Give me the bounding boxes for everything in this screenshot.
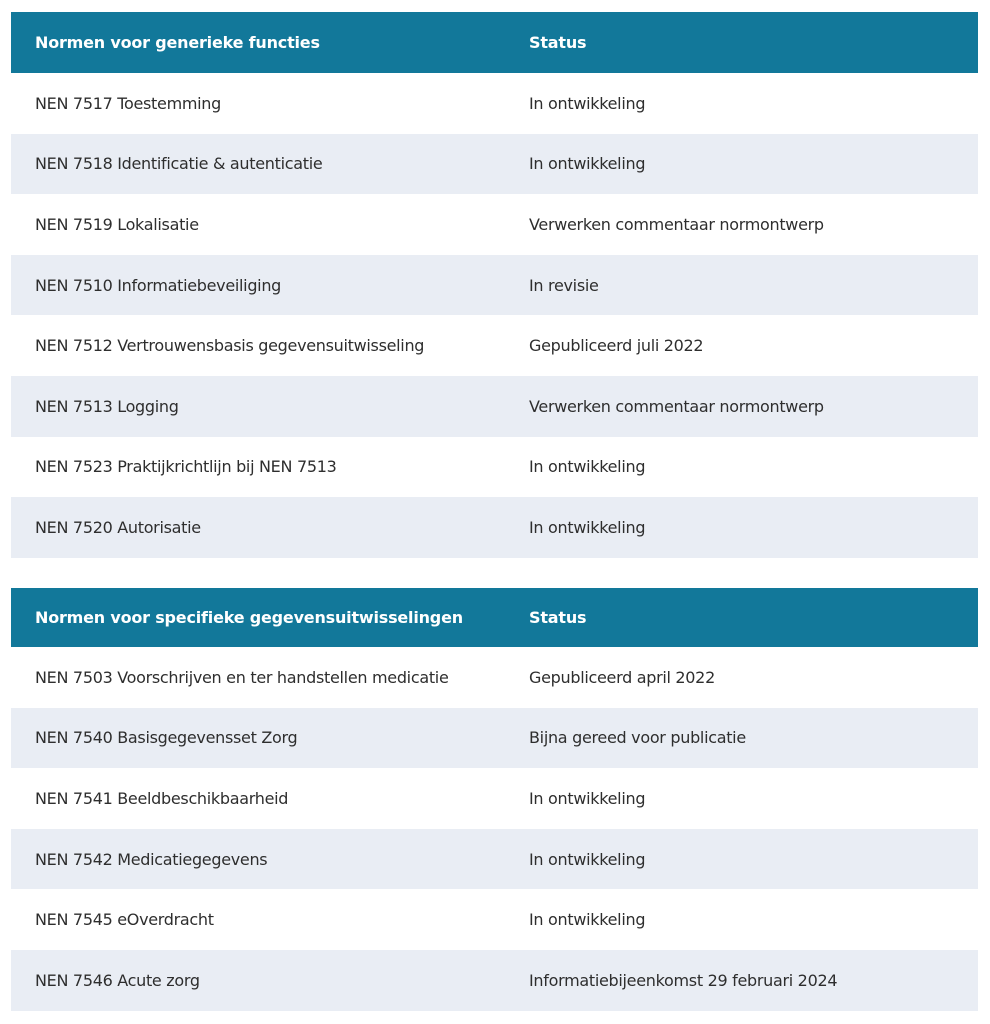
table-row [11,829,978,890]
table-body [11,73,978,558]
status-cell: Bijna gereed voor publicatie [529,728,746,748]
table-row [11,647,978,708]
norm-cell: NEN 7546 Acute zorg [35,970,200,990]
specific-exchanges-table [11,588,978,1011]
table-row [11,73,978,134]
generic-functions-table [11,12,978,558]
table-row [11,708,978,769]
status-cell: In ontwikkeling [529,93,646,113]
status-cell: In ontwikkeling [529,910,646,930]
status-cell: In ontwikkeling [529,457,646,477]
norm-cell: NEN 7523 Praktijkrichtlijn bij NEN 7513 [35,457,337,477]
status-cell: Verwerken commentaar normontwerp [529,214,824,234]
column-header-norm: Normen voor specifieke gegevensuitwisselingen [35,608,463,627]
table-row [11,950,978,1011]
column-header-status: Status [529,608,587,627]
table-row [11,194,978,255]
norm-cell: NEN 7503 Voorschrijven en ter handstellen medicatie [35,667,449,687]
norm-cell: NEN 7541 Beeldbeschikbaarheid [35,788,289,808]
table-body [11,647,978,1011]
norm-cell: NEN 7545 eOverdracht [35,910,214,930]
table-row [11,889,978,950]
norm-cell: NEN 7542 Medicatiegegevens [35,849,268,869]
status-cell: Verwerken commentaar normontwerp [529,396,824,416]
status-cell: In ontwikkeling [529,154,646,174]
status-cell: Gepubliceerd juli 2022 [529,336,704,356]
status-cell: In ontwikkeling [529,788,646,808]
table-row [11,768,978,829]
table-row [11,376,978,437]
norm-cell: NEN 7517 Toestemming [35,93,221,113]
norm-cell: NEN 7510 Informatiebeveiliging [35,275,282,295]
table-header-row [11,588,978,647]
table-row [11,255,978,316]
norm-cell: NEN 7519 Lokalisatie [35,214,199,234]
norm-cell: NEN 7518 Identificatie & autenticatie [35,154,323,174]
norm-cell: NEN 7512 Vertrouwensbasis gegevensuitwisseling [35,336,425,356]
status-cell: In revisie [529,275,599,295]
table-row [11,497,978,558]
table-header-row [11,12,978,73]
status-cell: In ontwikkeling [529,849,646,869]
norm-cell: NEN 7540 Basisgegevensset Zorg [35,728,298,748]
column-header-status: Status [529,33,587,52]
status-cell: Gepubliceerd april 2022 [529,667,715,687]
column-header-norm: Normen voor generieke functies [35,33,320,52]
table-row [11,134,978,195]
norm-cell: NEN 7513 Logging [35,396,179,416]
status-cell: In ontwikkeling [529,517,646,537]
norm-cell: NEN 7520 Autorisatie [35,517,201,537]
table-row [11,437,978,498]
status-cell: Informatiebijeenkomst 29 februari 2024 [529,970,838,990]
table-row [11,315,978,376]
